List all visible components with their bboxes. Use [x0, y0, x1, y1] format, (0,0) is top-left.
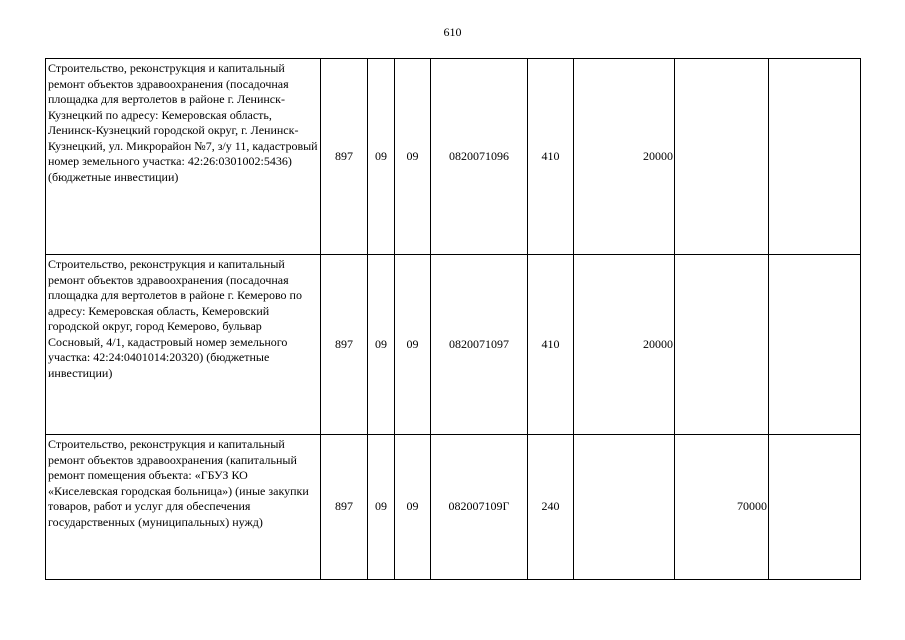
section-code: 09 — [368, 59, 395, 255]
subsection-code: 09 — [395, 59, 431, 255]
table-row — [46, 255, 861, 435]
amount-column-2 — [675, 59, 769, 255]
amount-column-2: 70000 — [675, 435, 769, 580]
ministry-code: 897 — [321, 255, 368, 435]
section-code: 09 — [368, 255, 395, 435]
subsection-code: 09 — [395, 435, 431, 580]
page-number: 610 — [443, 25, 462, 39]
amount-column-2 — [675, 255, 769, 435]
table-row — [46, 59, 861, 255]
target-article-code: 0820071096 — [431, 59, 528, 255]
amount-column-1: 20000 — [574, 255, 675, 435]
section-code: 09 — [368, 435, 395, 580]
amount-column-1: 20000 — [574, 59, 675, 255]
expense-type-code: 240 — [528, 435, 574, 580]
target-article-code: 082007109Г — [431, 435, 528, 580]
amount-column-1 — [574, 435, 675, 580]
amount-column-3 — [769, 435, 861, 580]
row-description: Строительство, реконструкция и капитальный ремонт объектов здравоохранения (посадочная площадка для вертолетов в районе г. Кемерово по адресу: Кемеровская область, Кемеровский городской округ, город Кемерово, бульвар Сосновый, 4/1, кадастровый номер земельного участка: 42:24:0401014:20320) (бюджетные инвестиции) — [46, 255, 321, 435]
ministry-code: 897 — [321, 59, 368, 255]
ministry-code: 897 — [321, 435, 368, 580]
target-article-code: 0820071097 — [431, 255, 528, 435]
amount-column-3 — [769, 255, 861, 435]
expense-type-code: 410 — [528, 59, 574, 255]
row-description: Строительство, реконструкция и капитальный ремонт объектов здравоохранения (капитальный ремонт помещения объекта: «ГБУЗ КО «Киселевская городская больница») (иные закупки товаров, работ и услуг для обеспечения государственных (муниципальных) нужд) — [46, 435, 321, 580]
row-description: Строительство, реконструкция и капитальный ремонт объектов здравоохранения (посадочная площадка для вертолетов в районе г. Ленинск-Кузнецкий по адресу: Кемеровская область, Ленинск-Кузнецкий городской округ, г. Ленинск-Кузнецкий, ул. Микрорайон №7, з/у 11, кадастровый номер земельного участка: 42:26:0301002:5436) (бюджетные инвестиции) — [46, 59, 321, 255]
table-row — [46, 435, 861, 580]
expense-type-code: 410 — [528, 255, 574, 435]
amount-column-3 — [769, 59, 861, 255]
subsection-code: 09 — [395, 255, 431, 435]
budget-table — [45, 58, 861, 580]
